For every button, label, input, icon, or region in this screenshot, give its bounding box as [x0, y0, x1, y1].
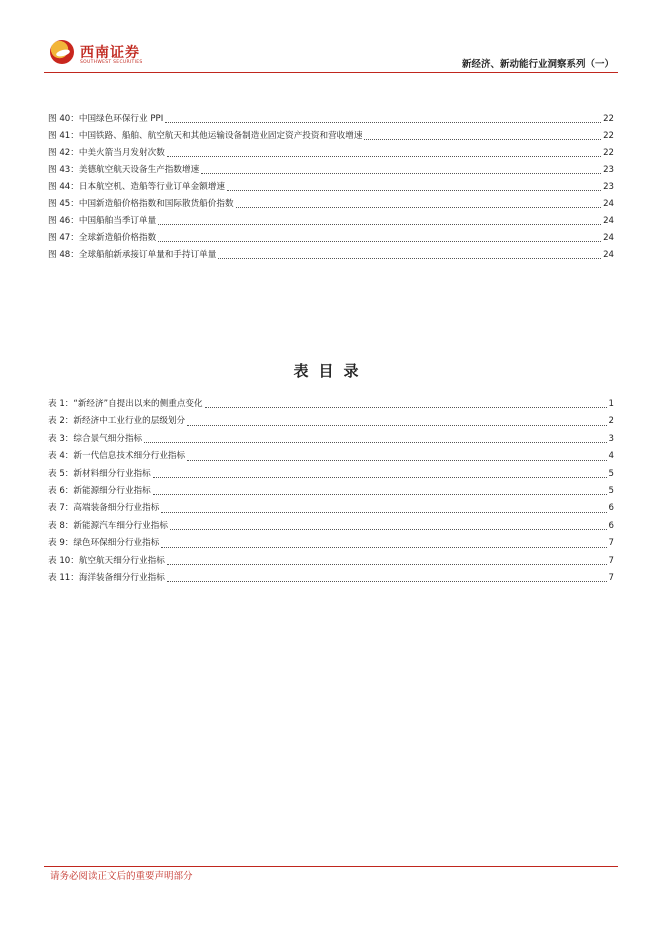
toc-entry[interactable]	[48, 231, 614, 248]
toc-entry[interactable]	[48, 536, 614, 553]
logo-text: 西南证券	[80, 45, 140, 61]
page-header	[44, 34, 618, 74]
toc-entry[interactable]	[48, 432, 614, 449]
toc-leader-dots	[158, 241, 601, 242]
toc-page-number: 7	[608, 555, 614, 566]
toc-leader-dots	[201, 173, 601, 174]
toc-page-number: 2	[608, 416, 614, 427]
toc-entry[interactable]	[48, 214, 614, 231]
toc-entry-label: 图 48：全球船舶新承接订单量和手持订单量	[48, 250, 217, 260]
toc-leader-dots	[161, 547, 606, 548]
toc-leader-dots	[218, 258, 601, 259]
toc-entry-label: 表 10：航空航天细分行业指标	[48, 555, 165, 566]
toc-entry[interactable]	[48, 554, 614, 571]
toc-entry-label: 图 44：日本航空机、造船等行业订单金额增速	[48, 182, 225, 192]
toc-page-number: 22	[603, 148, 614, 158]
toc-leader-dots	[187, 460, 606, 461]
toc-page-number: 7	[608, 538, 614, 549]
toc-entry[interactable]	[48, 414, 614, 431]
toc-entry-label: 图 43：美德航空航天设备生产指数增速	[48, 165, 200, 175]
toc-leader-dots	[187, 425, 606, 426]
toc-entry-label: 表 5：新材料细分行业指标	[48, 468, 151, 479]
footer-disclaimer: 请务必阅读正文后的重要声明部分	[50, 871, 193, 882]
toc-leader-dots	[153, 477, 607, 478]
toc-leader-dots	[205, 407, 607, 408]
toc-page-number: 7	[608, 572, 614, 583]
toc-page-number: 24	[603, 199, 614, 209]
toc-page-number: 24	[603, 250, 614, 260]
toc-page-number: 1	[608, 399, 614, 409]
table-list	[48, 397, 614, 588]
toc-page-number: 22	[603, 131, 614, 141]
toc-entry-label: 表 1：“新经济”自提出以来的侧重点变化	[48, 399, 203, 409]
toc-entry[interactable]	[48, 112, 614, 129]
toc-entry[interactable]	[48, 484, 614, 501]
toc-entry[interactable]	[48, 467, 614, 484]
toc-entry[interactable]	[48, 571, 614, 588]
toc-entry-label: 表 2：新经济中工业行业的层级划分	[48, 416, 186, 427]
toc-entry-label: 图 41：中国铁路、船舶、航空航天和其他运输设备制造业固定资产投资和营收增速	[48, 131, 363, 141]
toc-entry-label: 图 46：中国船舶当季订单量	[48, 216, 157, 226]
toc-page-number: 23	[603, 182, 614, 192]
toc-entry-label: 表 3：综合景气细分指标	[48, 433, 143, 444]
toc-leader-dots	[167, 581, 607, 582]
toc-page-number: 24	[603, 216, 614, 226]
toc-page-number: 6	[608, 503, 614, 514]
logo-subtext: SOUTHWEST SECURITIES	[80, 60, 143, 65]
toc-entry[interactable]	[48, 129, 614, 146]
toc-page-number: 23	[603, 165, 614, 175]
toc-page-number: 5	[608, 485, 614, 496]
toc-leader-dots	[161, 512, 606, 513]
toc-leader-dots	[167, 564, 607, 565]
toc-entry[interactable]	[48, 519, 614, 536]
toc-page-number: 6	[608, 520, 614, 531]
toc-leader-dots	[167, 156, 601, 157]
toc-entry-label: 表 6：新能源细分行业指标	[48, 485, 151, 496]
toc-page-number: 24	[603, 233, 614, 243]
series-title: 新经济、新动能行业洞察系列（一）	[461, 59, 614, 70]
toc-page-number: 4	[608, 451, 614, 462]
toc-entry-label: 图 42：中美火箭当月发射次数	[48, 148, 165, 158]
toc-entry[interactable]	[48, 501, 614, 518]
toc-leader-dots	[170, 529, 607, 530]
toc-entry-label: 表 4：新一代信息技术细分行业指标	[48, 451, 186, 462]
toc-entry-label: 图 40：中国绿色环保行业 PPI	[48, 114, 164, 124]
toc-entry-label: 表 7：高端装备细分行业指标	[48, 503, 160, 514]
toc-entry[interactable]	[48, 180, 614, 197]
toc-page-number: 22	[603, 114, 614, 124]
toc-leader-dots	[165, 122, 601, 123]
logo-emblem-icon	[50, 40, 74, 64]
toc-entry-label: 表 9：绿色环保细分行业指标	[48, 538, 160, 549]
toc-leader-dots	[158, 224, 601, 225]
toc-leader-dots	[227, 190, 601, 191]
toc-entry[interactable]	[48, 248, 614, 265]
toc-page-number: 3	[608, 433, 614, 444]
toc-leader-dots	[144, 442, 606, 443]
toc-entry[interactable]	[48, 146, 614, 163]
toc-leader-dots	[364, 139, 601, 140]
footer-divider	[44, 866, 618, 867]
toc-entry-label: 图 45：中国新造船价格指数和国际散货船价指数	[48, 199, 234, 209]
toc-leader-dots	[236, 207, 602, 208]
toc-entry[interactable]	[48, 397, 614, 414]
toc-entry[interactable]	[48, 197, 614, 214]
table-list-heading: 表目录	[293, 362, 369, 380]
toc-entry-label: 表 8：新能源汽车细分行业指标	[48, 520, 168, 531]
header-divider	[44, 72, 618, 73]
toc-page-number: 5	[608, 468, 614, 479]
toc-entry[interactable]	[48, 163, 614, 180]
company-logo	[50, 40, 180, 70]
toc-entry-label: 表 11：海洋装备细分行业指标	[48, 572, 165, 583]
toc-leader-dots	[153, 494, 607, 495]
toc-entry[interactable]	[48, 449, 614, 466]
figure-list	[48, 112, 614, 265]
toc-entry-label: 图 47：全球新造船价格指数	[48, 233, 157, 243]
